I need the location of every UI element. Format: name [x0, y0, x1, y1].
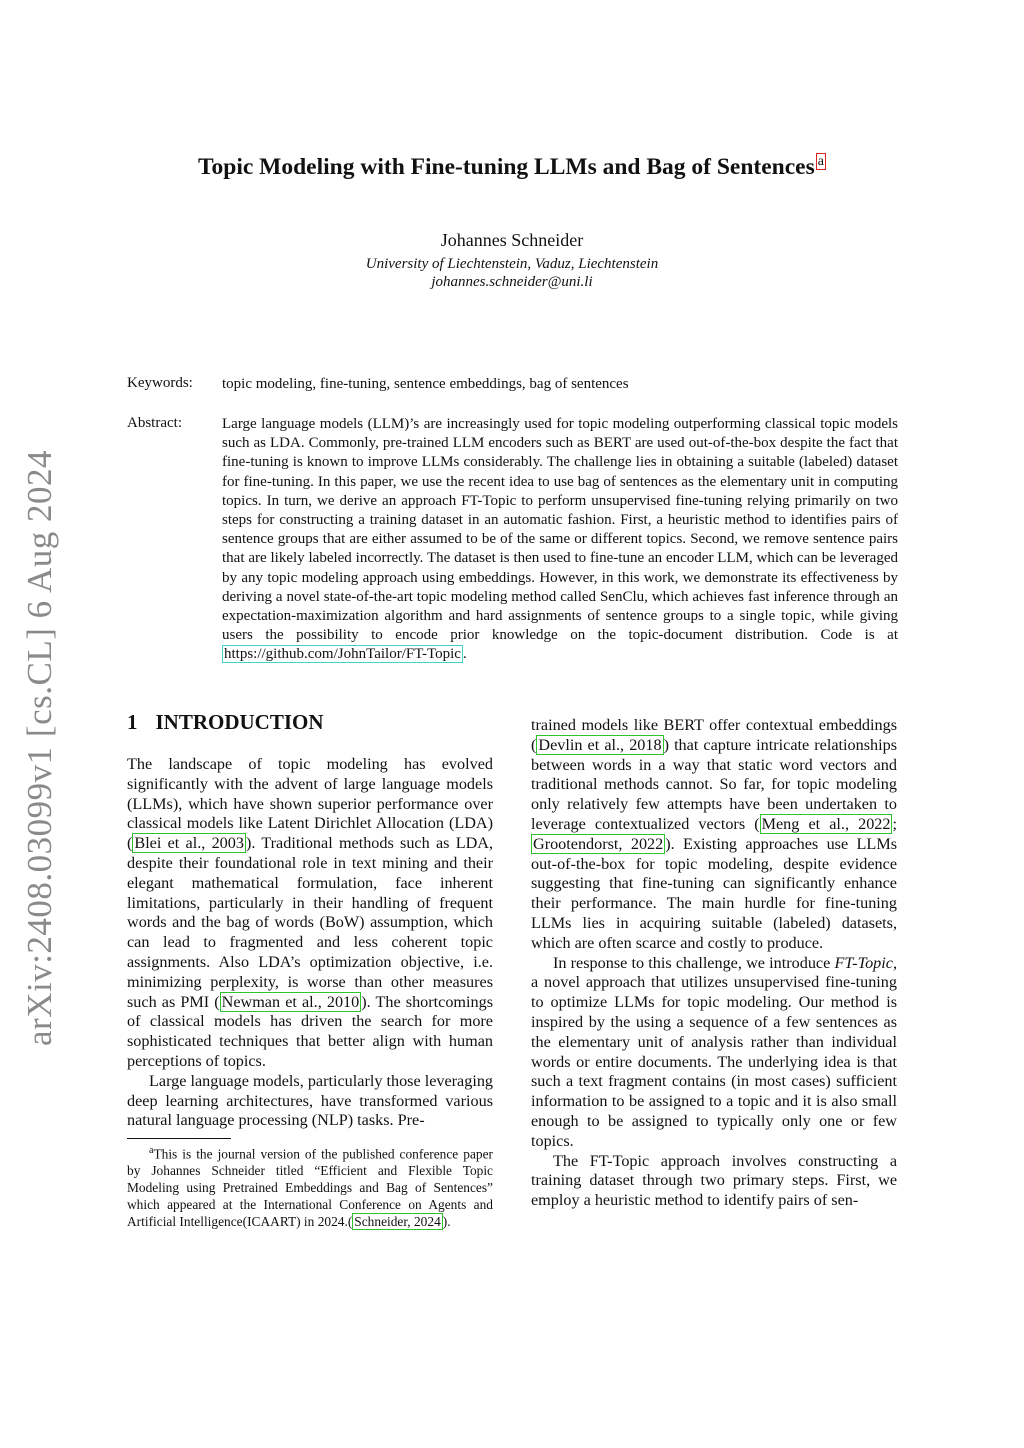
left-column: [127, 755, 493, 1131]
text-run: ;: [892, 814, 897, 833]
right-column: [531, 716, 897, 1211]
arxiv-identifier: arXiv:2408.03099v1 [cs.CL] 6 Aug 2024: [20, 450, 59, 1046]
keywords-label: Keywords:: [127, 375, 193, 391]
citation-link[interactable]: Grootendorst, 2022: [533, 834, 664, 853]
footnote: [127, 1142, 493, 1230]
citation-link[interactable]: Newman et al., 2010: [221, 992, 360, 1011]
footnote-text: This is the journal version of the published conference paper by Johannes Schneider titled “Efficient and Flexible Topic Modeling using Pretrained Embeddings and Bag of Sentences” which appeared at the International Conference on Agents and Artificial Intelligence(ICAART) in 2024.(: [127, 1146, 493, 1230]
section-heading: [127, 710, 324, 735]
abstract-end: .: [462, 646, 467, 663]
footnote-divider: [127, 1138, 231, 1139]
method-name: FT-Topic: [834, 953, 893, 972]
text-run: The landscape of topic modeling has evolved significantly with the advent of large language models (LLMs), which have shown superior performance over classical models like Latent Dirichlet Allocation (LDA) (: [127, 755, 493, 853]
citation-link[interactable]: Blei et al., 2003: [134, 834, 244, 853]
text-run: ). Existing approaches use LLMs out-of-the-box for topic modeling, despite evidence suggesting that fine-tuning can significantly enhance their performance. The main hurdle for fine-tuning LLMs lies in acquiring suitable (labeled) datasets, which are often scarce and costly to produce.: [531, 834, 898, 952]
section-number: 1: [127, 710, 138, 734]
footnote-text: ).: [442, 1214, 451, 1230]
author-affiliation: University of Liechtenstein, Vaduz, Liechtenstein: [365, 256, 659, 272]
paper-title-text: Topic Modeling with Fine-tuning LLMs and Bag of Sentences: [198, 154, 815, 180]
abstract-label: Abstract:: [127, 415, 182, 431]
abstract-body: [222, 415, 898, 665]
title-footnote-link[interactable]: a: [817, 154, 824, 170]
intro-paragraph: Large language models, particularly those leveraging deep learning architectures, have transformed various natural language processing (NLP) tasks. Pre-: [127, 1071, 494, 1130]
footnote-mark: a: [149, 1145, 154, 1156]
intro-paragraph: [531, 954, 897, 1152]
paper-title: [0, 154, 1024, 181]
intro-paragraph: The FT-Topic approach involves constructing a training dataset through two primary steps. First, we employ a heuristic method to identify pairs of sen-: [531, 1151, 897, 1210]
abstract-text: Large language models (LLM)’s are increasingly used for topic modeling outperforming classical topic models such as LDA. Commonly, pre-trained LLM encoders such as BERT are used out-of-the-box despite the fact that fine-tuning is known to improve LLMs considerably. The challenge lies in obtaining a suitable (labeled) dataset for fine-tuning. In this paper, we use the recent idea to use bag of sentences as the elementary unit in computing topics. In turn, we derive an approach FT-Topic to perform unsupervised fine-tuning relying primarily on two steps for constructing a training dataset in an automatic fashion. First, a heuristic method to identifies pairs of sentence groups that are either assumed to be of the same or different topics. Second, we remove sentence pairs that are likely labeled incorrectly. The dataset is then used to fine-tune an encoder LLM, which can be leveraged by any topic modeling approach using embeddings. However, in this work, we demonstrate its effectiveness by deriving a novel state-of-the-art topic modeling method called SenClu, which achieves fast inference through an expectation-maximization algorithm and hard assignments of sentence groups to a single topic, while giving users the possibility to encode prior knowledge on the topic-document distribution. Code is at: [222, 416, 898, 644]
text-run: In response to this challenge, we introduce: [553, 953, 835, 972]
author-email: johannes.schneider@uni.li: [431, 274, 593, 290]
text-run: ). Traditional methods such as LDA, despite their foundational role in text mining and their elegant mathematical formulation, face inherent limitations, particularly in their handling of frequent words and the bag of words (BoW) assumption, which can lead to fragmented and less coherent topic assignments. Also LDA’s optimization objective, i.e. minimizing perplexity, is worse than other measures such as PMI (: [127, 834, 494, 1011]
code-repo-link[interactable]: https://github.com/JohnTailor/FT-Topic: [224, 646, 461, 663]
intro-paragraph: [531, 716, 897, 954]
keywords-text: topic modeling, fine-tuning, sentence embeddings, bag of sentences: [222, 376, 629, 392]
text-run: ) that capture intricate relationships between words in a way that static word vectors and traditional methods cannot. So far, for topic modeling only relatively few attempts have been undertaken to leverage contextualized vectors (: [531, 735, 898, 833]
citation-link[interactable]: Schneider, 2024: [354, 1214, 441, 1230]
section-title: INTRODUCTION: [155, 710, 324, 734]
text-run: , a novel approach that utilizes unsupervised fine-tuning to optimize LLMs for topic modeling. Our method is inspired by the using a sequence of a few sentences as the elementary unit of analysis rather than individual words or entire documents. The underlying idea is that such a text fragment contains (in most cases) sufficient information to be assigned to a topic and it is also small enough to be assigned to typically only one or few topics.: [531, 953, 897, 1150]
text-run: ). The shortcomings of classical models has driven the search for more sophisticated techniques that better align with human perceptions of topics.: [127, 992, 493, 1070]
text-run: trained models like BERT offer contextual embeddings (: [531, 716, 897, 754]
intro-paragraph: [127, 755, 493, 1072]
citation-link[interactable]: Meng et al., 2022: [761, 814, 891, 833]
citation-link[interactable]: Devlin et al., 2018: [538, 735, 662, 754]
author-name: Johannes Schneider: [440, 230, 584, 250]
